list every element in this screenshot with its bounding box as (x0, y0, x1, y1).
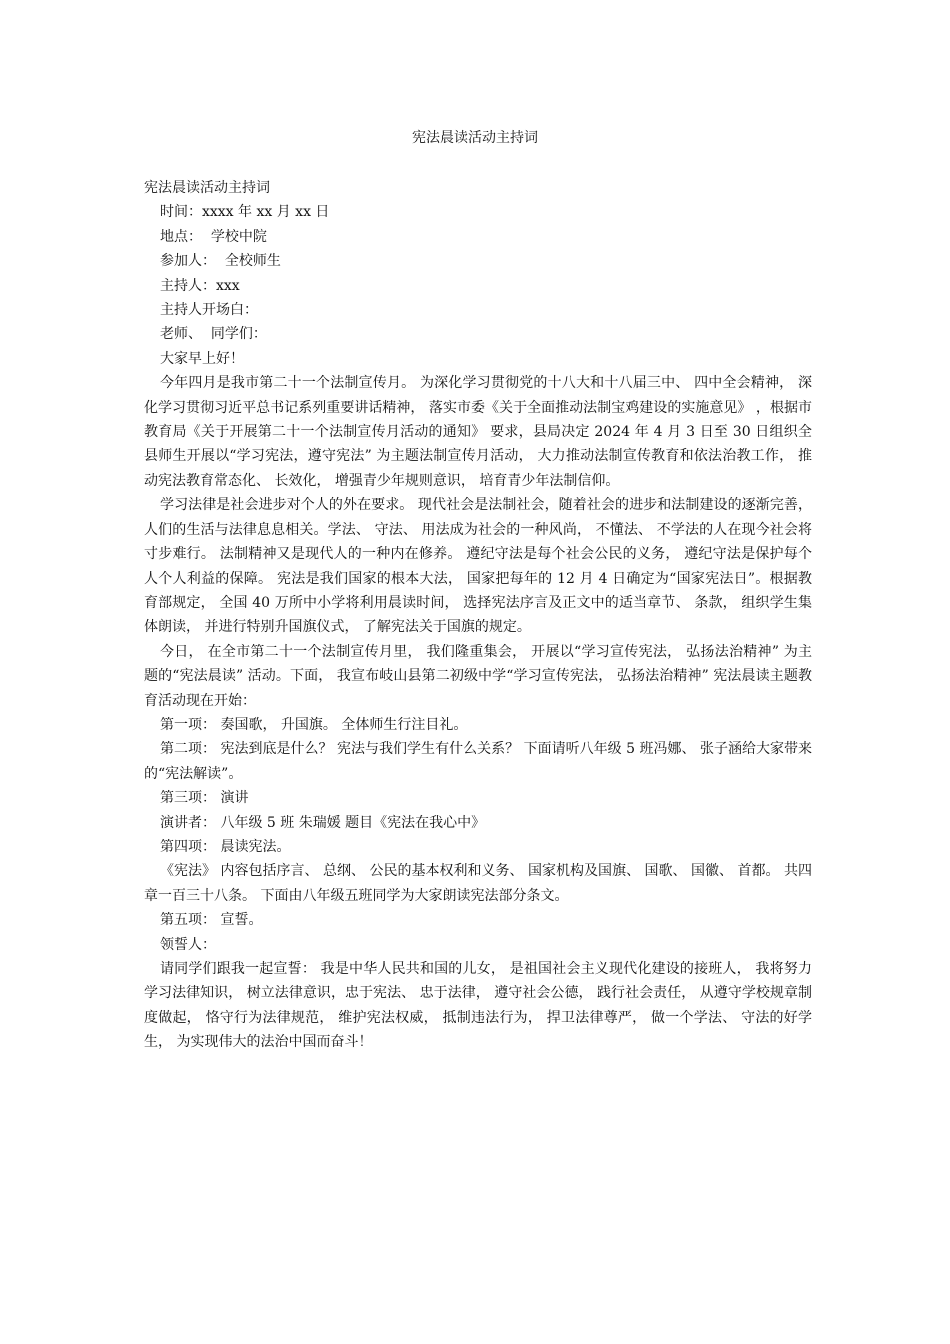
event-place: 地点： 学校中院 (160, 228, 267, 245)
event-time: 时间：xxxx 年 xx 月 xx 日 (160, 204, 330, 221)
oath-leader-label: 领誓人： (160, 936, 216, 953)
agenda-item-1: 第一项： 奏国歌， 升国旗。 全体师生行注目礼。 (160, 716, 468, 733)
agenda-item-4: 第四项： 晨读宪法。 (160, 838, 291, 855)
paragraph-learning-law: 学习法律是社会进步对个人的外在要求。 现代社会是法制社会，随着社会的进步和法制建设的逐渐完善， 人们的生活与法律息息相关。学法、 守法、 用法成为社会的一种风尚， 不懂法、 不学法的人在现今社会将寸步难行。 法制精神又是现代人的一种内在修养。 遵纪守法是每个社会公民的义务， 遵纪守法是保护每个人个人利益的保障。 宪法是我们国家的根本大法， 国家把每年的 12 月 4 日确定为“国家宪法日”。根据教育部规定， 全国 40 万所中小学将利用晨读时间， 选择宪法序言及正文中的适当章节、 条款， 组织学生集体朗读， 并进行特别升国旗仪式， 了解宪法关于国旗的规定。 (144, 497, 812, 636)
agenda-item-2: 第二项： 宪法到底是什么？ 宪法与我们学生有什么关系？ 下面请听八年级 5 班冯娜、 张子涵给大家带来的“宪法解读”。 (144, 741, 812, 782)
greeting-morning: 大家早上好！ (160, 350, 244, 367)
document-body (144, 176, 812, 1055)
body-heading: 宪法晨读活动主持词 (144, 180, 270, 196)
event-participants: 参加人： 全校师生 (160, 253, 281, 270)
greeting-salutation: 老师、 同学们： (160, 326, 267, 343)
document-title: 宪法晨读活动主持词 (412, 130, 538, 146)
paragraph-legal-month: 今年四月是我市第二十一个法制宣传月。 为深化学习贯彻党的十八大和十八届三中、 四中全会精神， 深化学习贯彻习近平总书记系列重要讲话精神， 落实市委《关于全面推动法制宝鸡建设的实施意见》 ，根据市教育局《关于开展第二十一个法制宣传月活动的通知》 要求，县局决定 2024 年 4 月 3 日至 30 日组织全县师生开展以“学习宪法，遵守宪法” 为主题法制宣传月活动， 大力推动法制宣传教育和依法治教工作， 推动宪法教育常态化、 长效化， 增强青少年规则意识， 培育青少年法制信仰。 (144, 375, 812, 489)
opening-remarks-label: 主持人开场白： (160, 302, 258, 319)
agenda-item-3: 第三项： 演讲 (160, 790, 249, 807)
constitution-summary: 《宪法》 内容包括序言、 总纲、 公民的基本权利和义务、 国家机构及国旗、 国歌、 国徽、 首都。 共四章一百三十八条。 下面由八年级五班同学为大家朗读宪法部分条文。 (144, 863, 812, 904)
paragraph-event-start: 今日， 在全市第二十一个法制宣传月里， 我们隆重集会， 开展以“学习宣传宪法， 弘扬法治精神” 为主题的“宪法晨读” 活动。下面， 我宣布岐山县第二初级中学“学习宣传宪法， 弘扬法治精神” 宪法晨读主题教育活动现在开始： (144, 643, 812, 709)
oath-text: 请同学们跟我一起宣誓： 我是中华人民共和国的儿女， 是祖国社会主义现代化建设的接班人， 我将努力学习法律知识， 树立法律意识，忠于宪法、 忠于法律， 遵守社会公德， 践行社会责任， 从遵守学校规章制度做起， 恪守行为法律规范， 维护宪法权威， 抵制违法行为， 捍卫法律尊严， 做一个学法、 守法的好学生， 为实现伟大的法治中国而奋斗！ (144, 961, 812, 1051)
agenda-speaker: 演讲者： 八年级 5 班 朱瑞媛 题目《宪法在我心中》 (160, 814, 486, 831)
agenda-item-5: 第五项： 宣誓。 (160, 912, 263, 929)
event-host: 主持人：xxx (160, 277, 240, 294)
